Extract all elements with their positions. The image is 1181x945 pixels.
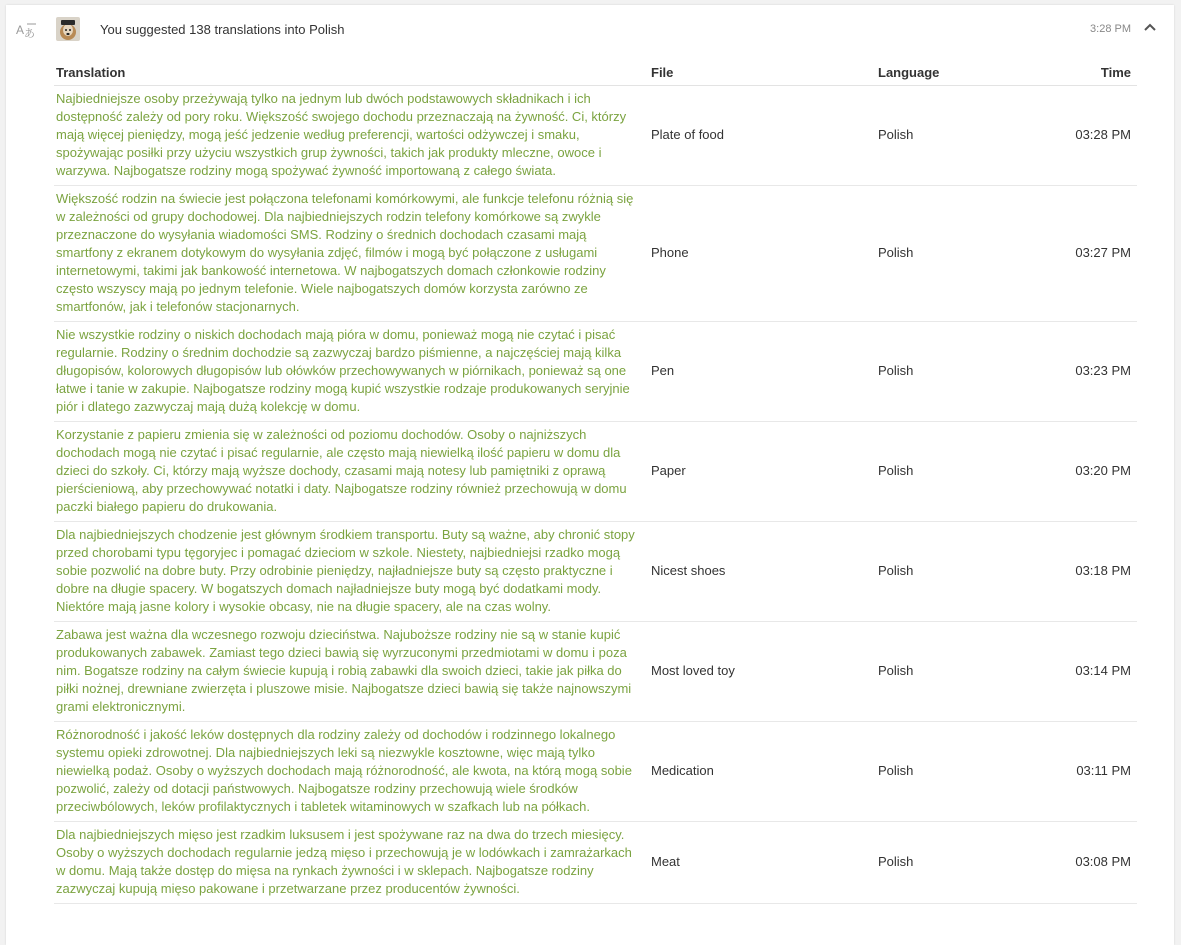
row-time: 03:11 PM [1026, 722, 1137, 822]
language-name: Polish [876, 522, 1026, 622]
row-time: 03:27 PM [1026, 186, 1137, 322]
translation-text[interactable]: Zabawa jest ważna dla wczesnego rozwoju dzieciństwa. Najuboższe rodziny nie są w stanie kupić produkowanych zabawek. Zamiast tego dzieci bawią się wyrzuconymi przedmiotami w domu i poza nim. Bogatsze rodziny na całym świecie kupują i robią zabawki dla swoich dzieci, takie jak piłka do piłki nożnej, drewniane zwierzęta i pluszowe misie. Najbogatsze dzieci bawią się także najnowszymi grami elektronicznymi. [54, 622, 649, 722]
table-row[interactable] [54, 522, 1137, 622]
row-time: 03:08 PM [1026, 822, 1137, 904]
table-row[interactable] [54, 186, 1137, 322]
translations-table [54, 59, 1137, 904]
translation-text[interactable]: Korzystanie z papieru zmienia się w zależności od poziomu dochodów. Osoby o najniższych dochodach mogą nie czytać i pisać regularnie, ale często mają niewielką ilość papieru w domu dla dzieci do szkoły. Ci, którzy mają wyższe dochody, czasami mają notesy lub pamiętniki z oprawą pierścieniową, aby przechowywać notatki i daty. Najbogatsze rodziny również przechowują w domu paczki białego papieru do drukowania. [54, 422, 649, 522]
file-name[interactable]: Medication [649, 722, 876, 822]
translation-text[interactable]: Najbiedniejsze osoby przeżywają tylko na jednym lub dwóch podstawowych składnikach i ich dostępność zależy od pory roku. Większość swojego dochodu przeznaczają na żywność. Ci, którzy mają więcej pieniędzy, mogą jeść jedzenie według preferencji, wartości odżywczej i smaku, spożywając posiłki przy użyciu wszystkich grup żywności, takich jak produkty mleczne, owoce i warzywa. Najbogatsze rodziny mogą spożywać żywność importowaną z całego świata. [54, 86, 649, 186]
language-name: Polish [876, 186, 1026, 322]
table-row[interactable] [54, 322, 1137, 422]
file-name[interactable]: Meat [649, 822, 876, 904]
language-name: Polish [876, 822, 1026, 904]
language-name: Polish [876, 622, 1026, 722]
file-name[interactable]: Pen [649, 322, 876, 422]
language-name: Polish [876, 722, 1026, 822]
column-header-file: File [649, 59, 876, 86]
column-header-language: Language [876, 59, 1026, 86]
activity-time: 3:28 PM [1090, 23, 1131, 35]
file-name[interactable]: Most loved toy [649, 622, 876, 722]
translation-text[interactable]: Dla najbiedniejszych mięso jest rzadkim luksusem i jest spożywane raz na dwa do trzech miesięcy. Osoby o wyższych dochodach regularnie jedzą mięso i przechowują je w lodówkach i zamrażarkach w domu. Mają także dostęp do mięsa na rynkach żywności i w sklepach. Najbogatsze rodziny zazwyczaj kupują mięso pakowane i przetwarzane przez producentów żywności. [54, 822, 649, 904]
language-name: Polish [876, 322, 1026, 422]
table-row[interactable] [54, 822, 1137, 904]
file-name[interactable]: Nicest shoes [649, 522, 876, 622]
row-time: 03:28 PM [1026, 86, 1137, 186]
table-row[interactable] [54, 722, 1137, 822]
activity-card [6, 5, 1174, 945]
table-header-row [54, 59, 1137, 86]
chevron-up-icon[interactable] [1142, 19, 1158, 35]
svg-text:あ: あ [24, 28, 35, 39]
table-row[interactable] [54, 622, 1137, 722]
row-time: 03:20 PM [1026, 422, 1137, 522]
row-time: 03:18 PM [1026, 522, 1137, 622]
file-name[interactable]: Phone [649, 186, 876, 322]
activity-message: You suggested 138 translations into Polish [100, 22, 345, 37]
column-header-time: Time [1026, 59, 1137, 86]
language-name: Polish [876, 422, 1026, 522]
row-time: 03:23 PM [1026, 322, 1137, 422]
column-header-translation: Translation [54, 59, 649, 86]
table-row[interactable] [54, 422, 1137, 522]
file-name[interactable]: Paper [649, 422, 876, 522]
translate-icon [16, 21, 38, 39]
row-time: 03:14 PM [1026, 622, 1137, 722]
translation-text[interactable]: Dla najbiedniejszych chodzenie jest głównym środkiem transportu. Buty są ważne, aby chronić stopy przed chorobami typu tęgoryjec i pomagać dzieciom w szkole. Niestety, najbiedniejsi rzadko mogą sobie pozwolić na dobre buty. Przy odrobinie pieniędzy, najładniejsze buty są często praktyczne i dobre na długie spacery. W bogatszych domach najładniejsze buty mogą być dodatkami mody. Niektóre mają jasne kolory i wysokie obcasy, nie na długie spacery, ale na czas wolny. [54, 522, 649, 622]
user-avatar[interactable] [56, 17, 80, 41]
avatar-image [56, 17, 80, 41]
activity-header[interactable] [6, 5, 1174, 53]
translation-text[interactable]: Nie wszystkie rodziny o niskich dochodach mają pióra w domu, ponieważ mogą nie czytać i pisać regularnie. Rodziny o średnim dochodzie są zazwyczaj bardzo piśmienne, a najczęściej mają kilka długopisów, kolorowych długopisów lub ołówków przechowywanych w piórnikach, ponieważ są one łatwe i tanie w zakupie. Najbogatsze rodziny mogą kupić wszystkie rodzaje produkowanych seryjnie piór i dlatego zazwyczaj mają dużą kolekcję w domu. [54, 322, 649, 422]
translation-text[interactable]: Większość rodzin na świecie jest połączona telefonami komórkowymi, ale funkcje telefonu różnią się w zależności od grupy dochodowej. Dla najbiedniejszych rodzin telefony komórkowe są zwykle przeznaczone do wysyłania wiadomości SMS. Rodziny o średnich dochodach czasami mają smartfony z ekranem dotykowym do wysyłania zdjęć, filmów i mogą być połączone z usługami internetowymi, takimi jak bankowość internetowa. W najbogatszych domach członkowie rodziny często wszyscy mają po jednym telefonie. Wiele najbogatszych domów korzysta zarówno ze smartfonów, jak i telefonów stacjonarnych. [54, 186, 649, 322]
language-name: Polish [876, 86, 1026, 186]
svg-text:A: A [16, 23, 25, 37]
file-name[interactable]: Plate of food [649, 86, 876, 186]
table-row[interactable] [54, 86, 1137, 186]
translation-text[interactable]: Różnorodność i jakość leków dostępnych dla rodziny zależy od dochodów i rodzinnego lokalnego systemu opieki zdrowotnej. Dla najbiedniejszych leki są niezwykle kosztowne, więc mają tylko niewielką podaż. Osoby o wyższych dochodach mają różnorodność, ale kwota, na którą mogą sobie pozwolić, zależy od dotacji państwowych. Najbogatsze rodziny przechowują wiele środków przeciwbólowych, leków profilaktycznych i tabletek witaminowych w szafkach lub na półkach. [54, 722, 649, 822]
